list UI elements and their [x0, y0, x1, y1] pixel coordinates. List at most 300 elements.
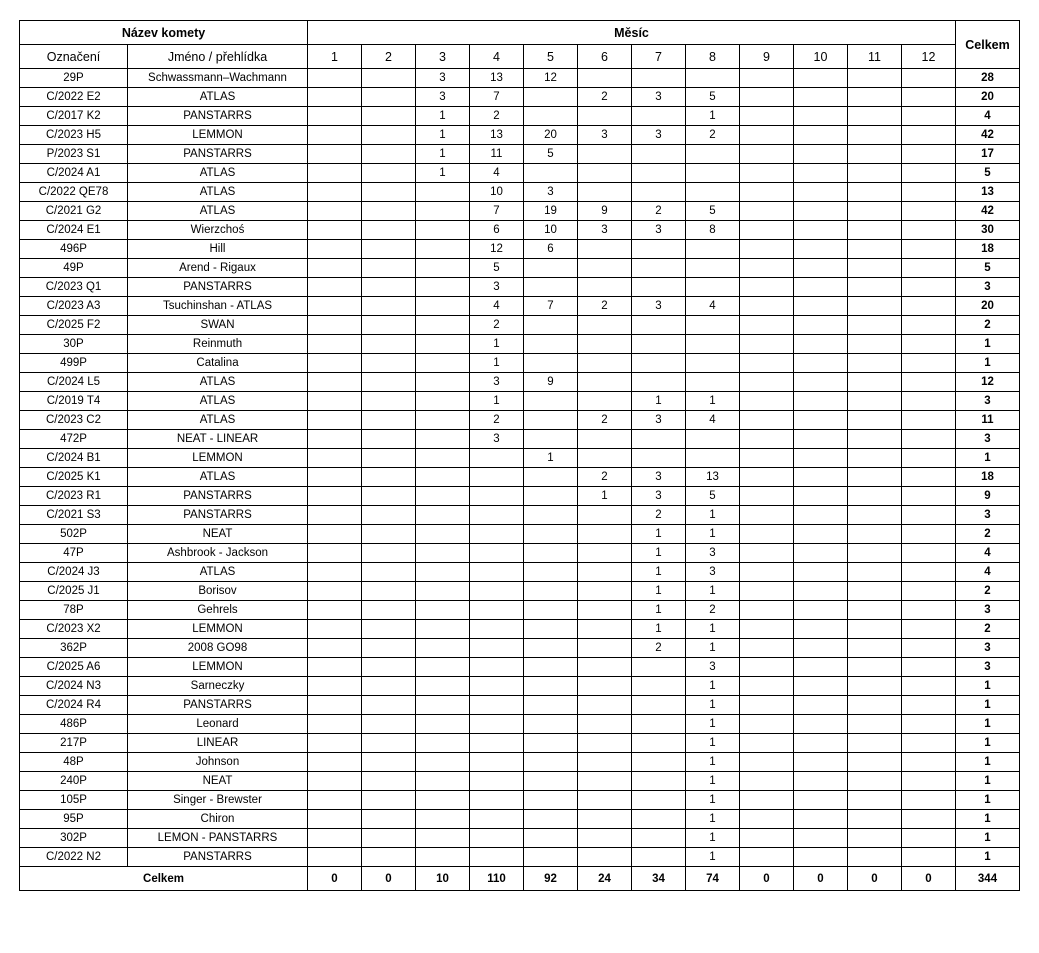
month-count: 3	[578, 221, 632, 240]
month-count: 1	[686, 753, 740, 772]
table-row	[20, 354, 1020, 373]
comet-designation: 78P	[20, 601, 128, 620]
comet-designation: C/2024 L5	[20, 373, 128, 392]
table-row	[20, 202, 1020, 221]
month-count	[308, 430, 362, 449]
comet-designation: 30P	[20, 335, 128, 354]
month-count	[578, 259, 632, 278]
month-count	[902, 126, 956, 145]
month-count: 2	[470, 107, 524, 126]
month-count	[686, 373, 740, 392]
month-count	[362, 715, 416, 734]
month-count	[308, 316, 362, 335]
month-count	[794, 848, 848, 867]
row-total: 3	[956, 658, 1020, 677]
comet-name: ATLAS	[128, 88, 308, 107]
month-count	[686, 145, 740, 164]
month-count	[362, 278, 416, 297]
comet-name: ATLAS	[128, 468, 308, 487]
month-count	[578, 183, 632, 202]
month-count	[524, 164, 578, 183]
month-count	[632, 848, 686, 867]
footer-month-total: 24	[578, 867, 632, 891]
month-count: 1	[632, 392, 686, 411]
month-column-header: 3	[416, 45, 470, 69]
month-count	[740, 145, 794, 164]
month-count	[416, 677, 470, 696]
month-count	[740, 449, 794, 468]
month-count	[416, 620, 470, 639]
month-count	[416, 221, 470, 240]
table-header	[20, 21, 1020, 69]
month-count	[740, 202, 794, 221]
comet-name: ATLAS	[128, 563, 308, 582]
row-total: 42	[956, 202, 1020, 221]
month-count	[416, 810, 470, 829]
month-count	[794, 506, 848, 525]
comet-designation: 302P	[20, 829, 128, 848]
month-count	[794, 259, 848, 278]
table-row	[20, 392, 1020, 411]
month-count	[308, 753, 362, 772]
name-column-header: Jméno / přehlídka	[128, 45, 308, 69]
month-count: 5	[686, 202, 740, 221]
comet-name: Schwassmann–Wachmann	[128, 69, 308, 88]
month-count	[902, 430, 956, 449]
row-total: 3	[956, 601, 1020, 620]
month-count	[902, 829, 956, 848]
month-count: 1	[578, 487, 632, 506]
month-count	[740, 791, 794, 810]
table-row	[20, 601, 1020, 620]
comet-designation: C/2025 K1	[20, 468, 128, 487]
month-count	[848, 468, 902, 487]
table-row	[20, 126, 1020, 145]
month-count	[740, 696, 794, 715]
month-count	[578, 525, 632, 544]
month-count	[362, 430, 416, 449]
table-row	[20, 145, 1020, 164]
comet-name: Catalina	[128, 354, 308, 373]
month-count	[848, 658, 902, 677]
month-count	[362, 107, 416, 126]
month-count	[416, 335, 470, 354]
month-count: 1	[686, 582, 740, 601]
row-total: 3	[956, 430, 1020, 449]
month-count	[902, 183, 956, 202]
month-count	[578, 601, 632, 620]
month-count	[470, 468, 524, 487]
month-count	[794, 753, 848, 772]
row-total: 9	[956, 487, 1020, 506]
month-count	[632, 107, 686, 126]
month-count	[902, 563, 956, 582]
month-count	[524, 107, 578, 126]
month-count	[578, 164, 632, 183]
month-count	[848, 145, 902, 164]
month-count	[308, 696, 362, 715]
month-count	[632, 145, 686, 164]
month-count	[740, 677, 794, 696]
comet-name: LEMMON	[128, 620, 308, 639]
comet-name-group-header: Název komety	[20, 21, 308, 45]
month-count	[848, 734, 902, 753]
month-count	[848, 297, 902, 316]
month-count	[362, 297, 416, 316]
month-count	[524, 601, 578, 620]
table-row	[20, 544, 1020, 563]
comet-designation: 472P	[20, 430, 128, 449]
month-count	[524, 715, 578, 734]
month-count: 1	[686, 392, 740, 411]
footer-grand-total: 344	[956, 867, 1020, 891]
month-count	[308, 525, 362, 544]
month-count	[902, 69, 956, 88]
month-column-header: 10	[794, 45, 848, 69]
month-count	[362, 791, 416, 810]
month-count: 5	[470, 259, 524, 278]
comet-designation: 240P	[20, 772, 128, 791]
month-count	[524, 696, 578, 715]
month-count	[794, 202, 848, 221]
month-count	[308, 145, 362, 164]
month-count	[524, 582, 578, 601]
table-row	[20, 772, 1020, 791]
month-count	[308, 563, 362, 582]
month-count	[362, 221, 416, 240]
month-count	[524, 354, 578, 373]
month-count	[902, 411, 956, 430]
month-count: 1	[632, 525, 686, 544]
month-count	[740, 753, 794, 772]
month-count	[362, 772, 416, 791]
month-count	[632, 430, 686, 449]
comet-name: ATLAS	[128, 373, 308, 392]
month-count: 1	[470, 335, 524, 354]
comet-designation: C/2024 E1	[20, 221, 128, 240]
month-count: 1	[416, 126, 470, 145]
month-count	[686, 278, 740, 297]
month-count	[794, 145, 848, 164]
month-count	[902, 259, 956, 278]
footer-month-total: 0	[362, 867, 416, 891]
month-count: 5	[686, 88, 740, 107]
month-count	[740, 563, 794, 582]
month-count: 3	[416, 88, 470, 107]
month-count	[740, 525, 794, 544]
month-count	[470, 772, 524, 791]
month-count	[308, 791, 362, 810]
month-count	[902, 221, 956, 240]
month-count	[740, 392, 794, 411]
comet-name: PANSTARRS	[128, 278, 308, 297]
month-count: 3	[470, 278, 524, 297]
month-count	[524, 259, 578, 278]
month-count	[308, 411, 362, 430]
month-count	[686, 354, 740, 373]
month-group-header: Měsíc	[308, 21, 956, 45]
month-count	[686, 183, 740, 202]
month-count	[362, 88, 416, 107]
comet-name: Arend - Rigaux	[128, 259, 308, 278]
month-count	[578, 696, 632, 715]
month-count	[848, 69, 902, 88]
month-count	[524, 753, 578, 772]
month-count	[740, 183, 794, 202]
month-count	[308, 734, 362, 753]
month-count	[416, 278, 470, 297]
month-count	[578, 278, 632, 297]
comet-designation: C/2019 T4	[20, 392, 128, 411]
month-count	[416, 582, 470, 601]
month-count	[902, 525, 956, 544]
month-count	[794, 696, 848, 715]
comet-name: ATLAS	[128, 411, 308, 430]
table-row	[20, 620, 1020, 639]
month-count	[416, 563, 470, 582]
comet-designation: C/2022 E2	[20, 88, 128, 107]
table-row	[20, 335, 1020, 354]
comet-name: NEAT	[128, 525, 308, 544]
comet-designation: C/2023 A3	[20, 297, 128, 316]
month-count	[848, 525, 902, 544]
table-row	[20, 506, 1020, 525]
month-count	[632, 753, 686, 772]
table-row	[20, 639, 1020, 658]
month-count	[632, 734, 686, 753]
month-count	[578, 335, 632, 354]
month-count	[416, 791, 470, 810]
comet-designation: 105P	[20, 791, 128, 810]
month-count: 1	[686, 107, 740, 126]
month-count: 2	[686, 126, 740, 145]
row-total: 4	[956, 544, 1020, 563]
month-count	[416, 525, 470, 544]
footer-month-total: 110	[470, 867, 524, 891]
table-footer	[20, 867, 1020, 891]
month-count	[902, 335, 956, 354]
row-total: 1	[956, 715, 1020, 734]
month-count	[848, 487, 902, 506]
table-row	[20, 183, 1020, 202]
comet-name: Borisov	[128, 582, 308, 601]
month-count: 2	[470, 316, 524, 335]
comet-designation: 95P	[20, 810, 128, 829]
month-count	[578, 316, 632, 335]
row-total: 11	[956, 411, 1020, 430]
month-count	[308, 582, 362, 601]
row-total: 12	[956, 373, 1020, 392]
month-count: 6	[524, 240, 578, 259]
month-count: 1	[686, 620, 740, 639]
month-count: 13	[470, 69, 524, 88]
month-count	[470, 658, 524, 677]
table-row	[20, 696, 1020, 715]
month-count	[740, 69, 794, 88]
month-count	[902, 88, 956, 107]
month-count	[794, 183, 848, 202]
month-count: 3	[632, 487, 686, 506]
comet-designation: C/2024 R4	[20, 696, 128, 715]
month-count	[416, 506, 470, 525]
comet-designation: C/2023 R1	[20, 487, 128, 506]
month-count	[362, 753, 416, 772]
month-count	[902, 715, 956, 734]
month-count	[362, 582, 416, 601]
month-count	[632, 791, 686, 810]
month-count	[848, 354, 902, 373]
row-total: 28	[956, 69, 1020, 88]
comet-name: LEMMON	[128, 126, 308, 145]
month-count	[470, 734, 524, 753]
month-count	[902, 658, 956, 677]
month-count	[902, 202, 956, 221]
row-total: 3	[956, 639, 1020, 658]
month-count	[308, 335, 362, 354]
comet-name: LEMON - PANSTARRS	[128, 829, 308, 848]
month-count	[740, 582, 794, 601]
month-count: 1	[686, 810, 740, 829]
table-row	[20, 734, 1020, 753]
month-count	[308, 392, 362, 411]
month-count	[578, 677, 632, 696]
table-row	[20, 221, 1020, 240]
month-count	[848, 563, 902, 582]
comet-designation: C/2024 A1	[20, 164, 128, 183]
comet-designation: P/2023 S1	[20, 145, 128, 164]
table-body	[20, 69, 1020, 867]
month-count	[578, 658, 632, 677]
month-count	[362, 316, 416, 335]
month-count	[902, 278, 956, 297]
month-count	[308, 221, 362, 240]
month-count	[416, 696, 470, 715]
month-column-header: 8	[686, 45, 740, 69]
table-row	[20, 563, 1020, 582]
row-total: 3	[956, 392, 1020, 411]
month-count: 5	[524, 145, 578, 164]
month-count	[416, 430, 470, 449]
month-count	[308, 88, 362, 107]
month-count	[308, 544, 362, 563]
month-count	[524, 544, 578, 563]
month-count	[848, 696, 902, 715]
month-count	[902, 753, 956, 772]
month-count: 3	[632, 468, 686, 487]
comet-name: PANSTARRS	[128, 487, 308, 506]
month-count	[848, 335, 902, 354]
month-count	[848, 221, 902, 240]
month-count	[470, 810, 524, 829]
month-count	[524, 810, 578, 829]
month-count	[848, 810, 902, 829]
month-count	[470, 487, 524, 506]
month-count	[416, 259, 470, 278]
row-total: 20	[956, 297, 1020, 316]
month-count: 6	[470, 221, 524, 240]
month-count	[848, 506, 902, 525]
month-count	[902, 506, 956, 525]
month-count	[848, 430, 902, 449]
month-count	[416, 544, 470, 563]
row-total: 4	[956, 563, 1020, 582]
month-count	[848, 601, 902, 620]
month-column-header: 1	[308, 45, 362, 69]
month-count	[308, 487, 362, 506]
month-count	[362, 69, 416, 88]
month-count: 1	[632, 620, 686, 639]
table-row	[20, 791, 1020, 810]
month-count	[740, 468, 794, 487]
month-count	[902, 791, 956, 810]
month-count	[740, 734, 794, 753]
month-count	[794, 791, 848, 810]
month-count	[740, 126, 794, 145]
month-count: 2	[470, 411, 524, 430]
table-row	[20, 582, 1020, 601]
month-count	[578, 392, 632, 411]
month-count	[794, 715, 848, 734]
month-count	[794, 677, 848, 696]
row-total: 20	[956, 88, 1020, 107]
month-count	[794, 563, 848, 582]
month-count	[362, 392, 416, 411]
month-count	[416, 487, 470, 506]
month-count	[578, 373, 632, 392]
comet-designation: C/2023 Q1	[20, 278, 128, 297]
month-column-header: 9	[740, 45, 794, 69]
comet-designation: 502P	[20, 525, 128, 544]
month-count	[848, 259, 902, 278]
month-count: 1	[686, 677, 740, 696]
month-count: 4	[686, 411, 740, 430]
month-count	[740, 715, 794, 734]
month-count	[794, 221, 848, 240]
month-count	[308, 69, 362, 88]
month-count	[362, 354, 416, 373]
table-row	[20, 164, 1020, 183]
comet-name: NEAT - LINEAR	[128, 430, 308, 449]
month-count	[308, 848, 362, 867]
month-count	[578, 107, 632, 126]
month-count	[524, 772, 578, 791]
month-count	[524, 506, 578, 525]
month-count	[632, 278, 686, 297]
month-count	[902, 601, 956, 620]
comet-designation: C/2024 B1	[20, 449, 128, 468]
month-count	[848, 449, 902, 468]
row-total: 3	[956, 506, 1020, 525]
comet-designation: C/2025 A6	[20, 658, 128, 677]
row-total: 2	[956, 525, 1020, 544]
footer-month-total: 0	[902, 867, 956, 891]
table-row	[20, 411, 1020, 430]
month-count	[362, 183, 416, 202]
comet-designation: C/2023 H5	[20, 126, 128, 145]
month-count: 2	[578, 297, 632, 316]
month-count	[470, 506, 524, 525]
footer-month-total: 10	[416, 867, 470, 891]
month-column-header: 2	[362, 45, 416, 69]
month-count	[902, 145, 956, 164]
month-count	[470, 753, 524, 772]
month-count	[362, 563, 416, 582]
month-count: 8	[686, 221, 740, 240]
table-row	[20, 658, 1020, 677]
footer-month-total: 0	[740, 867, 794, 891]
month-count	[362, 829, 416, 848]
month-count	[416, 411, 470, 430]
